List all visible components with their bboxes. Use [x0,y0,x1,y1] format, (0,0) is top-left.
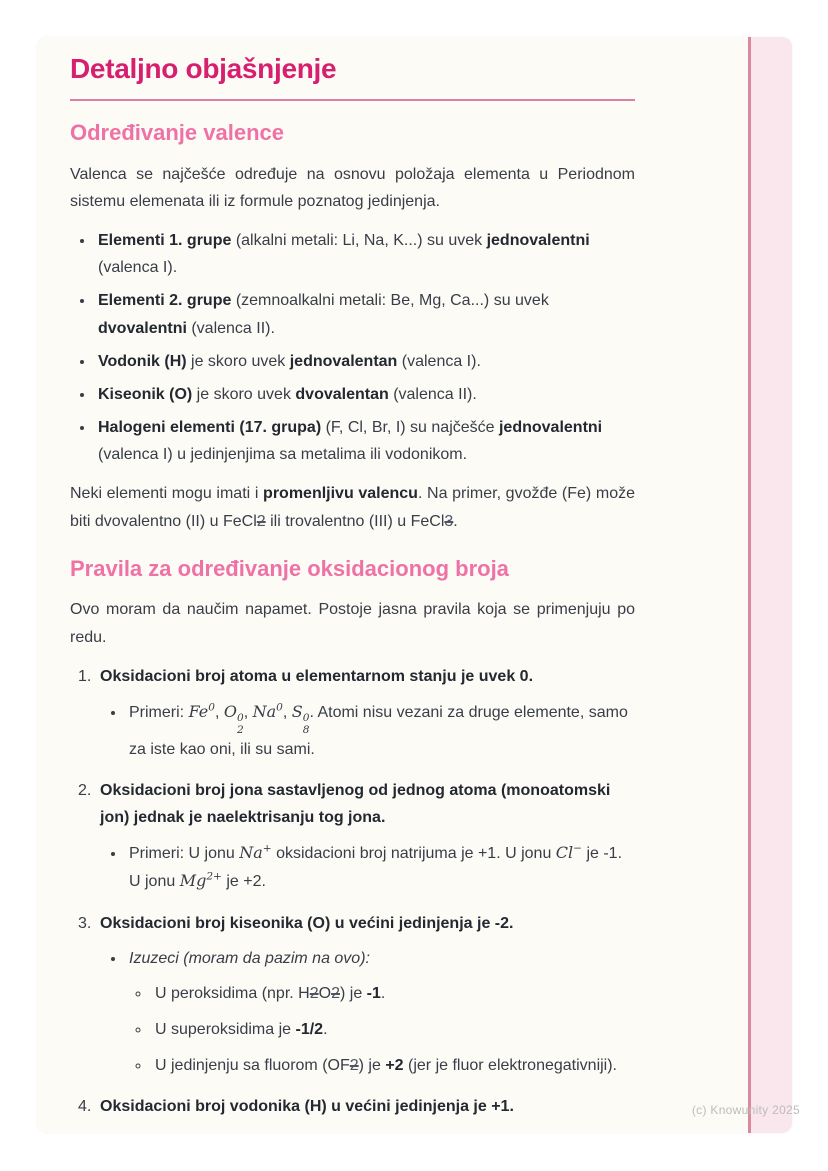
rule-title: Oksidacioni broj vodonika (H) u većini jedinjenja je +1. [100,1098,514,1116]
page-content [37,37,635,1121]
variable-valence-paragraph: Neki elementi mogu imati i promenljivu valencu. Na primer, gvožđe (Fe) može biti dvovalentno (II) u FeCl2 ili trovalentno (III) u FeCl3. [70,485,635,530]
list-item-hydrogen: • Vodonik (H) je skoro uvek jednovalentan (valenca I). [95,348,635,375]
rule-exception-list [100,945,635,1080]
page-title: Detaljno objašnjenje [70,53,337,84]
rule-example-list [100,839,635,895]
rule-item-4 [78,1093,635,1120]
exception-item-superoxide: ◦ U superoksidima je -1/2. [151,1016,635,1043]
exception-item-fluorine: ◦ U jedinjenju sa fluorom (OF2) je +2 (jer je fluor elektronegativniji). [151,1052,635,1079]
rule-title: Oksidacioni broj kiseonika (O) u većini jedinjenja je -2. [100,914,514,932]
list-item-group1: • Elementi 1. grupe (alkalni metali: Li, Na, K...) su uvek jednovalentni (valenca I). [95,227,635,281]
rule-number: 2. [78,781,92,799]
rule-example: • Primeri: Fe$^0$, O 0 2 , Na$^0$, S 0 8 . Atomi nisu vezani za druge elemente, samo za iste kao oni, ili su sami. [126,698,635,763]
valence-intro-paragraph: Valenca se najčešće određuje na osnovu položaja elementa u Periodnom sistemu elemenata ili iz formule poznatog jedinjenja. [70,165,635,210]
section-heading-oxidation: Pravila za određivanje oksidacionog broja [70,555,509,581]
valence-rules-list [70,227,635,469]
exception-label: • Izuzeci (moram da pazim na ovo): [129,949,370,967]
exception-sublist [129,980,635,1080]
rule-exception-group [126,945,635,1080]
rule-number: 1. [78,667,92,685]
rule-number: 4. [78,1098,92,1116]
rule-title: Oksidacioni broj jona sastavljenog od jednog atoma (monoatomski jon) jednak je naelektrisanju tog jona. [100,781,611,826]
oxidation-intro-paragraph: Ovo moram da naučim napamet. Postoje jasna pravila koja se primenjuju po redu. [70,601,635,646]
rule-item-1 [78,663,635,763]
rule-number: 3. [78,914,92,932]
section-heading-valence: Određivanje valence [70,120,284,145]
list-item-oxygen: • Kiseonik (O) je skoro uvek dvovalentan (valenca II). [95,381,635,408]
rule-item-3 [78,910,635,1080]
rule-item-2 [78,777,635,896]
page-accent-strip [748,37,792,1133]
oxidation-rules-list [70,663,635,1121]
document-page [37,37,800,1133]
exception-item-peroxide: ◦ U peroksidima (npr. H2O2) je -1. [151,980,635,1007]
rule-example: • Primeri: U jonu Na+ oksidacioni broj natrijuma je +1. U jonu Cl− je -1. U jonu $Mg^{2+}$ je +2. [126,839,635,895]
list-item-group2: • Elementi 2. grupe (zemnoalkalni metali: Be, Mg, Ca...) su uvek dvovalentni (valenca II). [95,287,635,341]
title-divider [70,99,635,101]
rule-title: Oksidacioni broj atoma u elementarnom stanju je uvek 0. [100,667,534,685]
rule-example-list [100,698,635,763]
copyright-footer: (c) Knowunity 2025 [691,1103,800,1117]
list-item-halogens: • Halogeni elementi (17. grupa) (F, Cl, Br, I) su najčešće jednovalentni (valenca I) u jedinjenjima sa metalima ili vodonikom. [95,414,635,468]
